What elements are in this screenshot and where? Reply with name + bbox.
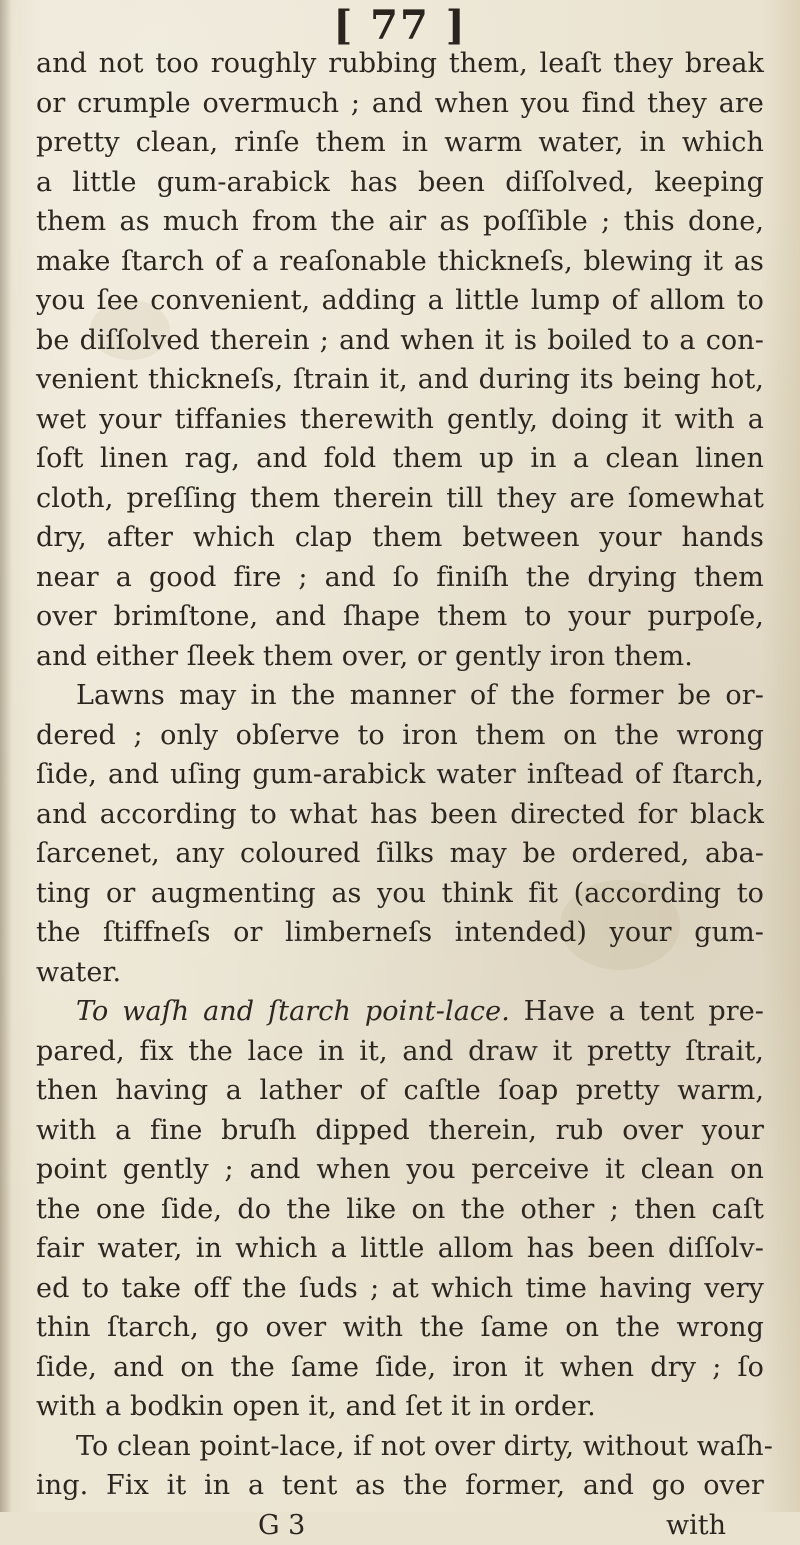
text-line: and according to what has been directed for black [36, 795, 764, 835]
text-line: them as much from the air as poſſible ; this done, [36, 202, 764, 242]
text-line: ſarcenet, any coloured ſilks may be ordered, aba- [36, 834, 764, 874]
text-line: and not too roughly rubbing them, leaſt they break [36, 44, 764, 84]
text-line: then having a lather of caſtle ſoap pretty warm, [36, 1071, 764, 1111]
text-line: ſide, and on the ſame ſide, iron it when dry ; ſo [36, 1348, 764, 1388]
page-footer [36, 1506, 764, 1545]
text-line: wet your tiffanies therewith gently, doing it with a [36, 400, 764, 440]
text-line: water. [36, 953, 764, 993]
signature-mark: G 3 [258, 1506, 305, 1545]
text-line: ſide, and uſing gum-arabick water inſtead of ſtarch, [36, 755, 764, 795]
text-line: the one ſide, do the like on the other ; then caſt [36, 1190, 764, 1230]
text-line: Lawns may in the manner of the former be or- [36, 676, 764, 716]
text-line: with a bodkin open it, and ſet it in order. [36, 1387, 764, 1427]
text-line: a little gum-arabick has been diſſolved, keeping [36, 163, 764, 203]
text-line: dered ; only obſerve to iron them on the wrong [36, 716, 764, 756]
section-heading: To waſh and ſtarch point-lace. [76, 996, 510, 1027]
text-line: be diſſolved therein ; and when it is boiled to a con- [36, 321, 764, 361]
text-line: ting or augmenting as you think fit (according to [36, 874, 764, 914]
section-heading-line [36, 992, 764, 1032]
text-line: over brimſtone, and ſhape them to your purpoſe, [36, 597, 764, 637]
section-heading: To clean point-lace, if not over dirty, without waſh- [36, 1427, 764, 1467]
text-line: you ſee convenient, adding a little lump of allom to [36, 281, 764, 321]
page-gutter-shadow [0, 0, 12, 1512]
text-line: with a fine bruſh dipped therein, rub over your [36, 1111, 764, 1151]
page-number-header: [ 77 ] [0, 2, 800, 49]
text-line: ing. Fix it in a tent as the former, and go over [36, 1466, 764, 1506]
text-line: point gently ; and when you perceive it clean on [36, 1150, 764, 1190]
catchword: with [666, 1506, 726, 1545]
text-line: fair water, in which a little allom has been diſſolv- [36, 1229, 764, 1269]
body-text [36, 44, 764, 1545]
text-line: cloth, preſſing them therein till they are ſomewhat [36, 479, 764, 519]
text-line: near a good fire ; and ſo finiſh the drying them [36, 558, 764, 598]
text-line: and either ſleek them over, or gently iron them. [36, 637, 764, 677]
text-line: dry, after which clap them between your hands [36, 518, 764, 558]
text-line: make ſtarch of a reaſonable thickneſs, blewing it as [36, 242, 764, 282]
text-line: pretty clean, rinſe them in warm water, in which [36, 123, 764, 163]
text-line: thin ſtarch, go over with the ſame on the wrong [36, 1308, 764, 1348]
text-fragment: Have a tent pre- [524, 996, 764, 1027]
text-line: venient thickneſs, ſtrain it, and during its being hot, [36, 360, 764, 400]
text-line: the ſtiffneſs or limberneſs intended) your gum- [36, 913, 764, 953]
text-line: or crumple overmuch ; and when you find they are [36, 84, 764, 124]
text-line: pared, fix the lace in it, and draw it pretty ſtrait, [36, 1032, 764, 1072]
text-line: ſoft linen rag, and fold them up in a clean linen [36, 439, 764, 479]
text-line: ed to take off the ſuds ; at which time having very [36, 1269, 764, 1309]
